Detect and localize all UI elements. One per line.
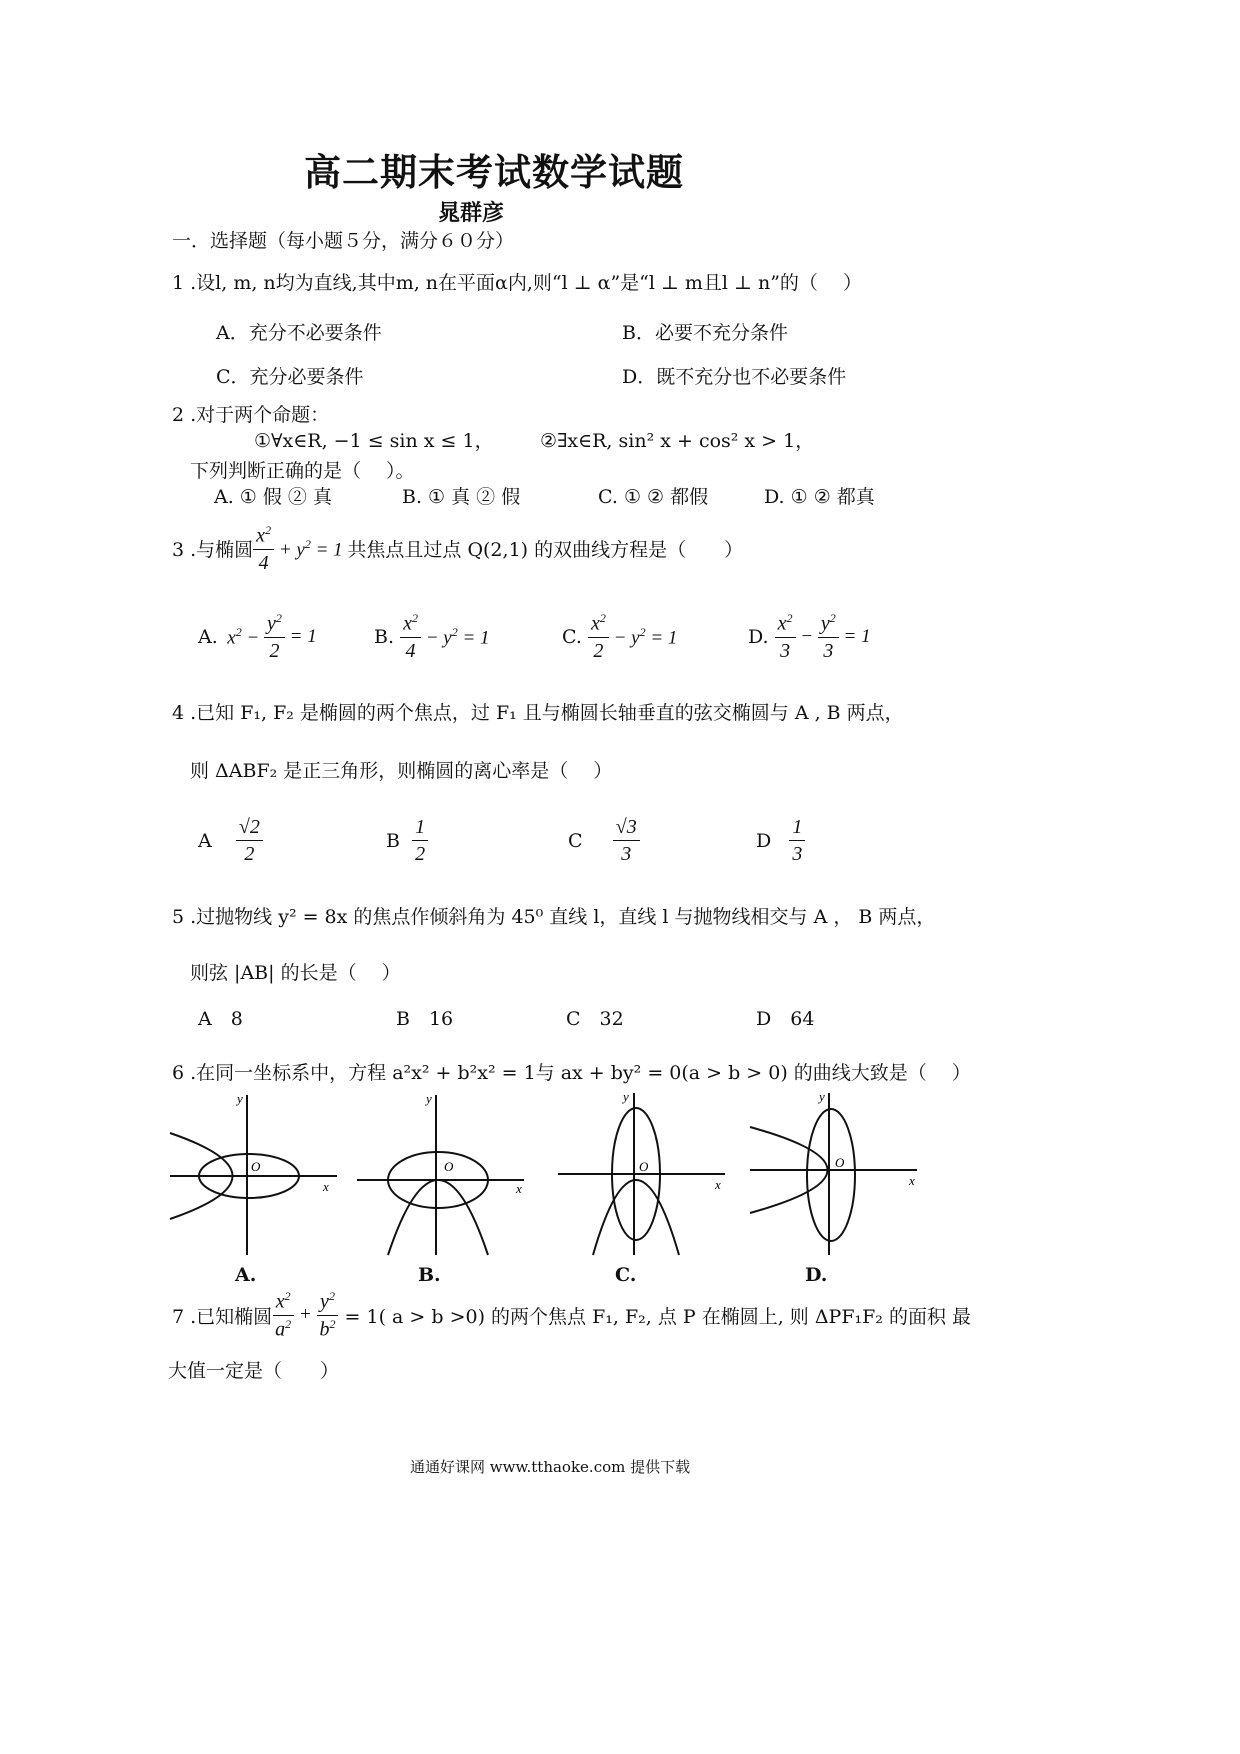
q5-option-d: D 64 [756, 1008, 815, 1030]
y-axis-label: y [237, 1091, 243, 1106]
x-axis-label: x [909, 1173, 915, 1188]
q3-ellipse-fraction: $\frac{x^2}{4}$ [253, 524, 274, 574]
q5-option-a: A 8 [198, 1008, 243, 1030]
origin-label: O [835, 1155, 845, 1170]
origin-label: O [444, 1159, 454, 1174]
y-axis-label: y [623, 1089, 629, 1104]
q3-option-c: C. $\frac{x^2}{2}$ − $y^2 = 1$ [562, 611, 678, 662]
q2-option-b: B. ① 真 ② 假 [402, 486, 521, 508]
q1-stem: 1 .设l, m, n均为直线,其中m, n在平面α内,则“l ⊥ α”是“l ⊥ m且l ⊥ n”的（ ） [172, 272, 862, 294]
y-axis-label: y [426, 1091, 432, 1106]
x-axis-label: x [516, 1181, 522, 1196]
q3-label-b: B. [374, 625, 395, 648]
q3-lead: 3 .与椭圆 [172, 539, 254, 562]
q6-graph-d [745, 1085, 925, 1265]
q3-option-d: D. $\frac{x^2}{3}$ − $\frac{y^2}{3}$ = 1 [748, 611, 871, 662]
q4-label-d: D [756, 829, 772, 852]
footer-text: 通通好课网 www.tthaoke.com 提供下载 [410, 1458, 691, 1476]
q4-option-d: D $\frac{1}{3}$ [756, 816, 805, 865]
q4-label-c: C [568, 829, 583, 852]
q3-label-a: A. [198, 625, 218, 648]
q4-option-c: C $\frac{√3}{3}$ [568, 816, 640, 865]
q3-tail: 共焦点且过点 Q(2,1) 的双曲线方程是（ ） [347, 539, 744, 562]
q5-option-c: C 32 [566, 1008, 624, 1030]
q3-label-d: D. [748, 625, 769, 648]
q3-option-a: A. $x^2$ − $\frac{y^2}{2}$ = 1 [198, 611, 317, 662]
q5-line-1: 5 .过抛物线 y² = 8x 的焦点作倾斜角为 45⁰ 直线 l，直线 l 与抛物线相交与 A ， B 两点， [172, 906, 936, 928]
q2-option-d: D. ① ② 都真 [764, 486, 875, 508]
x-axis-label: x [323, 1179, 329, 1194]
q4-option-b: B $\frac{1}{2}$ [386, 816, 428, 865]
author: 晁群彦 [438, 200, 505, 226]
section-heading: 一．选择题（每小题５分，满分６０分） [172, 230, 515, 252]
q4-option-a: A $\frac{√2}{2}$ [198, 816, 263, 865]
q7-line-2: 大值一定是（ ） [168, 1360, 340, 1382]
q1-option-b: B．必要不充分条件 [622, 322, 788, 344]
q6-label-a: A. [235, 1264, 257, 1286]
q3-ellipse-rest: + $y^2 = 1$ [274, 536, 348, 560]
q4-line-2: 则 ΔABF₂ 是正三角形，则椭圆的离心率是（ ） [190, 760, 613, 782]
q6-graph-a [165, 1085, 345, 1265]
q3-option-b: B. $\frac{x^2}{4}$ − $y^2 = 1$ [374, 611, 490, 662]
q2-option-c: C. ① ② 都假 [598, 486, 709, 508]
q5-line-2: 则弦 |AB| 的长是（ ） [190, 962, 401, 984]
page-title: 高二期末考试数学试题 [304, 150, 684, 194]
q1-option-d: D．既不充分也不必要条件 [622, 366, 847, 388]
q7-tail: = 1( a > b >0) 的两个焦点 F₁, F₂, 点 P 在椭圆上, 则 ΔPF₁F₂ 的面积 最 [344, 1305, 972, 1328]
q6-label-c: C. [615, 1264, 637, 1286]
q2-proposition-1: ①∀x∈R, −1 ≤ sin x ≤ 1， [254, 430, 494, 452]
origin-label: O [251, 1159, 261, 1174]
q6-graph-c [553, 1085, 733, 1265]
y-axis-label: y [819, 1089, 825, 1104]
q3-stem [172, 524, 743, 574]
q3-label-c: C. [562, 625, 582, 648]
q7-fraction-y: $\frac{y^2}{b^2}$ [317, 1290, 339, 1340]
x-axis-label: x [715, 1177, 721, 1192]
q1-option-c: C．充分必要条件 [216, 366, 364, 388]
q7-lead: 7 .已知椭圆 [172, 1305, 273, 1328]
q7-stem: 7 .已知椭圆 $\frac{x^2}{a^2}$ + $\frac{y^2}{b^2}$ = 1( a > b >0) 的两个焦点 F₁, F₂, 点 P 在椭圆上, 则 ΔPF₁F₂ 的面积 最 [172, 1289, 972, 1341]
q1-option-a: A．充分不必要条件 [216, 322, 382, 344]
q6-stem: 6 .在同一坐标系中，方程 a²x² + b²x² = 1与 ax + by² = 0(a > b > 0) 的曲线大致是（ ） [172, 1062, 971, 1084]
q2-stem: 2 .对于两个命题： [172, 404, 330, 426]
q6-label-d: D. [805, 1264, 828, 1286]
q4-label-a: A [198, 829, 212, 852]
q2-question: 下列判断正确的是（ ）。 [190, 460, 415, 482]
q5-option-b: B 16 [396, 1008, 454, 1030]
q4-label-b: B [386, 829, 400, 852]
q2-proposition-2: ②∃x∈R, sin² x + cos² x > 1， [540, 430, 815, 452]
q6-label-b: B. [418, 1264, 441, 1286]
origin-label: O [639, 1159, 649, 1174]
q2-option-a: A. ① 假 ② 真 [214, 486, 332, 508]
q6-graph-b [352, 1085, 532, 1265]
q7-fraction-x: $\frac{x^2}{a^2}$ [272, 1290, 294, 1340]
q4-line-1: 4 .已知 F₁, F₂ 是椭圆的两个焦点，过 F₁ 且与椭圆长轴垂直的弦交椭圆与 A , B 两点， [172, 702, 904, 724]
